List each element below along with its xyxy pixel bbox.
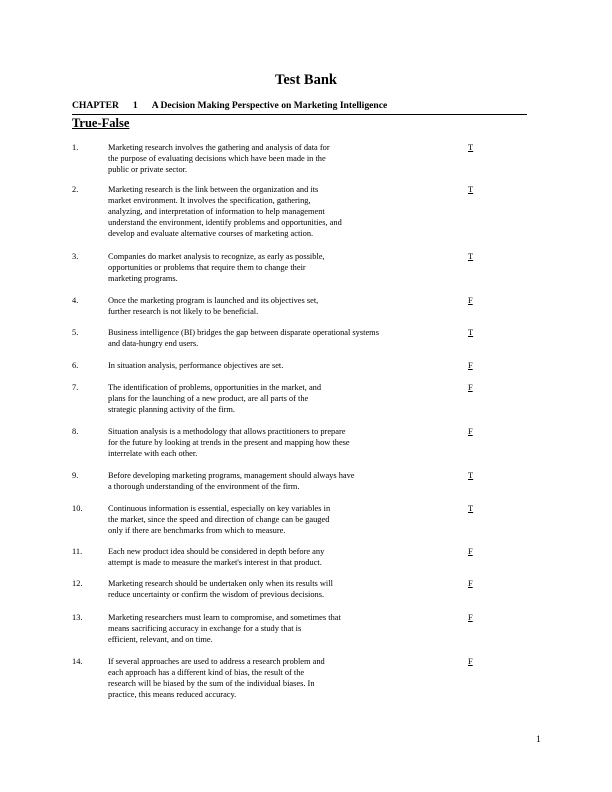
answer-key: F [468,547,473,556]
question-text-line: Marketing research involves the gathering and analysis of data for [108,143,330,152]
question-text [108,470,438,492]
answer-key: T [468,504,474,513]
question-text [108,295,438,317]
page-number: 1 [536,734,541,745]
question-text-line: research will be biased by the sum of the individual biases. In [108,679,315,689]
question-text-line: In situation analysis, performance objectives are set. [108,361,284,370]
question-number: 11. [72,547,83,556]
question-text-line: develop and evaluate alternative courses of marketing action. [108,229,314,239]
question-text [108,327,438,349]
question-number: 9. [72,471,79,480]
question-text-line: a thorough understanding of the environment of the firm. [108,482,300,492]
question-text-line: means sacrificing accuracy in exchange for a study that is [108,624,302,634]
chapter-label: CHAPTER [72,100,119,111]
chapter-title: A Decision Making Perspective on Marketing Intelligence [151,100,388,111]
question-text-line: Once the marketing program is launched and its objectives set, [108,296,319,305]
question-text-line: practice, this means reduced accuracy. [108,690,237,700]
question-text-line: understand the environment, identify problems and opportunities, and [108,218,342,228]
question-text [108,578,438,600]
question-number: 3. [72,252,79,261]
question-text-line: market environment. It involves the specification, gathering, [108,196,311,206]
question-text-line: Marketing research is the link between the organization and its [108,185,319,194]
question-text-line: only if there are benchmarks from which to measure. [108,526,286,536]
answer-key: F [468,657,473,666]
question-text-line: strategic planning activity of the firm. [108,405,235,415]
question-text-line: opportunities or problems that require them to change their [108,263,306,273]
question-text-line: interrelate with each other. [108,449,198,459]
question-text-line: and data-hungry end users. [108,339,199,349]
question-number: 12. [72,579,83,588]
question-text-line: Each new product idea should be considered in depth before any [108,547,325,556]
question-text-line: for the future by looking at trends in the present and mapping how these [108,438,350,448]
question-text [108,360,438,371]
question-text-line: Companies do market analysis to recognize, as early as possible, [108,252,325,261]
question-text-line: If several approaches are used to address a research problem and [108,657,325,666]
question-text-line: marketing programs. [108,274,178,284]
question-number: 8. [72,427,79,436]
question-text-line: further research is not likely to be beneficial. [108,307,259,317]
answer-key: T [468,328,474,337]
question-text-line: Before developing marketing programs, management should always have [108,471,355,480]
question-text-line: Marketing researchers must learn to compromise, and sometimes that [108,613,341,622]
question-number: 13. [72,613,83,622]
question-number: 10. [72,504,83,513]
question-text-line: each approach has a different kind of bias, the result of the [108,668,305,678]
question-number: 14. [72,657,83,666]
document-title: Test Bank [275,72,337,88]
question-text [108,184,438,239]
question-text [108,503,438,536]
question-text-line: Continuous information is essential, especially on key variables in [108,504,331,513]
question-text-line: attempt is made to measure the market's interest in that product. [108,558,322,568]
question-number: 6. [72,361,79,370]
question-number: 5. [72,328,79,337]
chapter-heading [72,100,387,111]
answer-key: T [468,252,474,261]
question-text-line: The identification of problems, opportunities in the market, and [108,383,322,392]
question-text-line: plans for the launching of a new product, are all parts of the [108,394,309,404]
question-text-line: the purpose of evaluating decisions which have been made in the [108,154,326,164]
question-number: 2. [72,185,79,194]
question-text-line: Business intelligence (BI) bridges the gap between disparate operational systems [108,328,379,337]
answer-key: F [468,613,473,622]
question-text-line: public or private sector. [108,165,188,175]
answer-key: F [468,383,473,392]
question-text [108,426,438,459]
chapter-number: 1 [132,100,138,111]
question-text [108,546,438,568]
question-text-line: the market, since the speed and direction of change can be gauged [108,515,330,525]
answer-key: T [468,143,474,152]
question-text [108,142,438,175]
answer-key: F [468,296,473,305]
question-text-line: efficient, relevant, and on time. [108,635,213,645]
answer-key: F [468,361,473,370]
question-text [108,612,438,645]
question-number: 1. [72,143,79,152]
answer-key: F [468,427,473,436]
question-number: 4. [72,296,79,305]
question-text [108,656,438,700]
section-heading: True-False [72,116,130,130]
answer-key: F [468,579,473,588]
question-text-line: analyzing, and interpretation of information to help management [108,207,325,217]
question-text [108,251,438,284]
question-text-line: Situation analysis is a methodology that allows practitioners to prepare [108,427,346,436]
answer-key: T [468,471,474,480]
question-text [108,382,438,415]
question-number: 7. [72,383,79,392]
heading-divider [72,114,527,115]
question-text-line: Marketing research should be undertaken only when its results will [108,579,333,588]
answer-key: T [468,185,474,194]
question-text-line: reduce uncertainty or confirm the wisdom of previous decisions. [108,590,325,600]
